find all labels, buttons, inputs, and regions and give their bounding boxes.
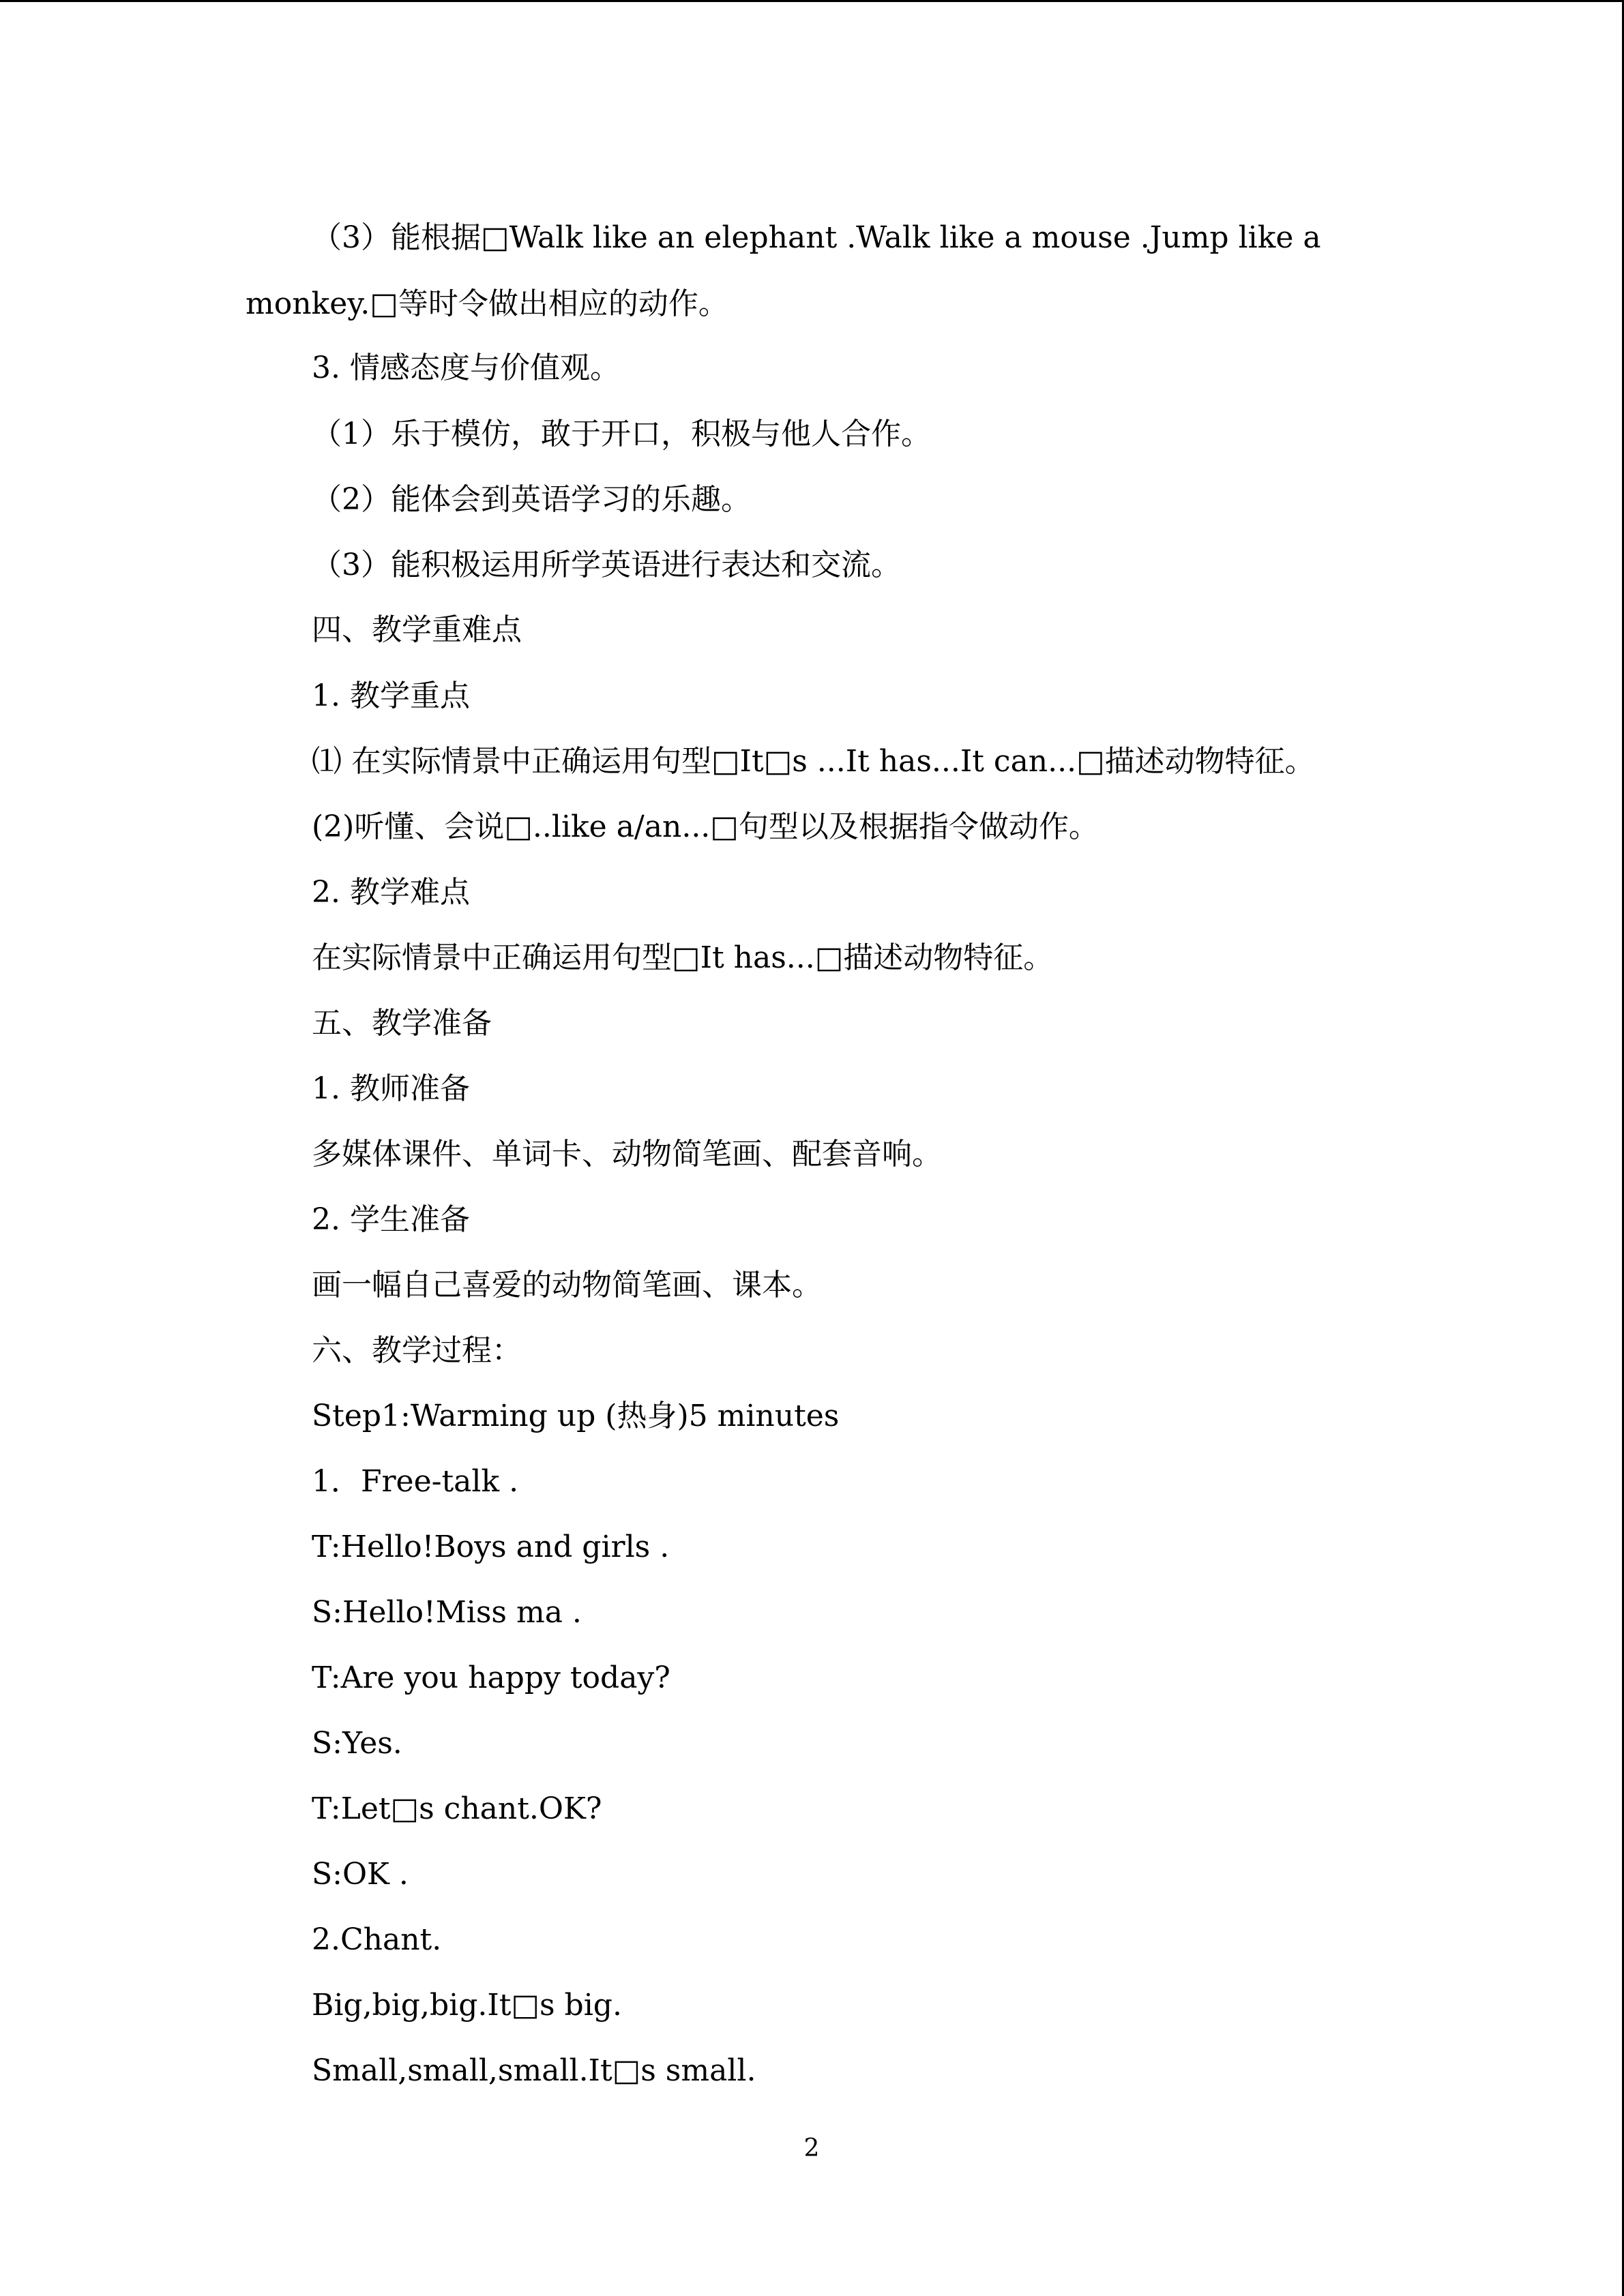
text-line: （3）能积极运用所学英语进行表达和交流。: [312, 548, 901, 582]
dialogue-line: S:Yes.: [312, 1726, 402, 1761]
dialogue-line: T:Are you happy today?: [312, 1660, 670, 1695]
text-line: ⑴ 在实际情景中正确运用句型□It□s ...It has...It can...□描述动物特征。: [312, 744, 1315, 779]
step-heading: Step1:Warming up (热身)5 minutes: [312, 1399, 840, 1433]
section-heading: 五、教学准备: [312, 1006, 492, 1041]
text-line: 3. 情感态度与价值观。: [312, 351, 620, 385]
text-line: 多媒体课件、单词卡、动物简笔画、配套音响。: [312, 1137, 942, 1172]
dialogue-line: S:OK .: [312, 1857, 409, 1892]
text-line: （3）能根据□Walk like an elephant .Walk like a mouse .Jump like a: [312, 220, 1321, 255]
text-line: （2）能体会到英语学习的乐趣。: [312, 482, 751, 517]
text-line: 1．Free-talk .: [312, 1464, 519, 1499]
text-line: （1）乐于模仿，敢于开口，积极与他人合作。: [312, 417, 931, 451]
text-line: 在实际情景中正确运用句型□It has...□描述动物特征。: [312, 940, 1054, 975]
dialogue-line: T:Hello!Boys and girls .: [312, 1530, 670, 1564]
text-line: (2)听懂、会说□..like a/an...□句型以及根据指令做动作。: [312, 809, 1099, 844]
subsection-heading: 1. 教学重点: [312, 679, 470, 713]
chant-line: Small,small,small.It□s small.: [312, 2053, 756, 2088]
subsection-heading: 2. 教学难点: [312, 875, 470, 910]
subsection-heading: 1. 教师准备: [312, 1071, 470, 1106]
text-line: 2.Chant.: [312, 1922, 442, 1957]
text-line: monkey.□等时令做出相应的动作。: [246, 286, 728, 321]
dialogue-line: S:Hello!Miss ma .: [312, 1595, 582, 1630]
subsection-heading: 2. 学生准备: [312, 1202, 470, 1237]
page-number: 2: [803, 2134, 820, 2162]
chant-line: Big,big,big.It□s big.: [312, 1988, 622, 2023]
section-heading: 四、教学重难点: [312, 612, 522, 647]
dialogue-line: T:Let□s chant.OK?: [312, 1791, 602, 1826]
text-line: 画一幅自己喜爱的动物简笔画、课本。: [312, 1268, 822, 1302]
section-heading: 六、教学过程：: [312, 1333, 522, 1368]
